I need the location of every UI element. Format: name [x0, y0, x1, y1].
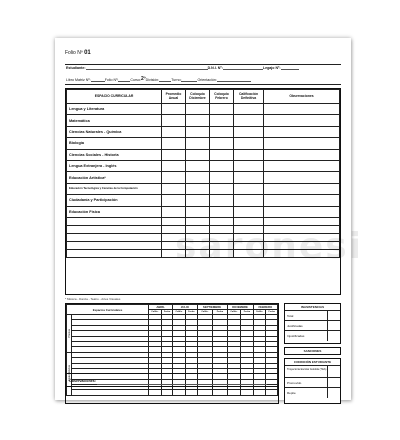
- header-coloquio-dic: Coloquio Diciembre: [186, 90, 210, 104]
- extra-grade-cell[interactable]: [213, 390, 227, 395]
- grade-cell[interactable]: [186, 195, 210, 206]
- extra-header: Espacios Curriculares: [67, 305, 149, 315]
- grade-cell[interactable]: [210, 206, 234, 217]
- fecha-header: Fecha: [266, 310, 278, 315]
- grade-cell[interactable]: [162, 206, 186, 217]
- grades-row: [67, 104, 340, 115]
- grade-cell[interactable]: [210, 217, 234, 225]
- libro-label: Libro Matriz Nº:: [66, 78, 91, 82]
- condicion-promovido-row: [285, 378, 340, 388]
- inasistencias-justificadas-field[interactable]: [327, 321, 340, 330]
- header-espacio: ESPACIO CURRICULAR: [67, 90, 162, 104]
- folio: [65, 50, 91, 56]
- estudiante-label: Estudiante:: [66, 66, 86, 70]
- turno-field[interactable]: [181, 78, 197, 82]
- header-observaciones: Observaciones: [264, 90, 340, 104]
- grade-cell[interactable]: [264, 183, 340, 194]
- grades-row: [67, 160, 340, 171]
- grade-cell[interactable]: [234, 115, 264, 126]
- grade-cell[interactable]: [234, 104, 264, 115]
- grade-cell[interactable]: [67, 249, 162, 257]
- extra-grade-cell[interactable]: [197, 390, 213, 395]
- grades-row: [67, 115, 340, 126]
- condicion-title: CONDICIÓN ESTUDIANTE: [285, 359, 340, 366]
- folio-number: 01: [84, 50, 91, 56]
- extra-grade-cell[interactable]: [173, 390, 186, 395]
- curso-label: Curso:: [130, 78, 141, 82]
- subject-name: Educación Artística*: [67, 172, 162, 183]
- grade-cell[interactable]: [264, 104, 340, 115]
- curso-value: 2º: [140, 76, 146, 82]
- grade-cell[interactable]: [210, 160, 234, 171]
- condicion-repite-row: [285, 388, 340, 398]
- sanciones-box: [284, 347, 341, 355]
- calific-header: Calific.: [197, 310, 213, 315]
- grades-row: [67, 149, 340, 160]
- inasistencias-title: INASISTENCIAS: [285, 304, 340, 311]
- subject-name: Matemática: [67, 115, 162, 126]
- grade-cell[interactable]: [162, 138, 186, 149]
- student-row: [66, 66, 340, 70]
- grades-row: [67, 172, 340, 183]
- extra-subject-cell[interactable]: [72, 390, 149, 395]
- equivalencias-label: Equivalencias: [67, 365, 71, 382]
- grade-cell[interactable]: [234, 206, 264, 217]
- observaciones-box: [65, 373, 279, 387]
- subject-name: Lengua Extranjera - Inglés: [67, 160, 162, 171]
- grades-row: [67, 183, 340, 194]
- observaciones-label: Observaciones:: [69, 379, 96, 383]
- grade-cell[interactable]: [210, 195, 234, 206]
- grade-cell[interactable]: [264, 195, 340, 206]
- libro-field[interactable]: [91, 78, 105, 82]
- folio-field-label: Folio Nº:: [104, 78, 119, 82]
- month-septiembre: SEPTIEMBRE: [197, 305, 227, 310]
- observaciones-field[interactable]: [97, 378, 267, 385]
- legajo-label: Legajo Nº:: [262, 66, 281, 70]
- fecha-header: Fecha: [241, 310, 253, 315]
- previas-label: Previas: [67, 328, 71, 338]
- grade-cell[interactable]: [234, 126, 264, 137]
- grade-cell[interactable]: [162, 126, 186, 137]
- subject-name: Educación Física: [67, 206, 162, 217]
- condicion-tea-field[interactable]: [327, 366, 340, 377]
- extra-grade-cell[interactable]: [186, 390, 197, 395]
- grades-row: [67, 126, 340, 137]
- grade-cell[interactable]: [162, 172, 186, 183]
- grade-cell[interactable]: [186, 149, 210, 160]
- extra-grade-cell[interactable]: [149, 390, 162, 395]
- grade-cell[interactable]: [210, 183, 234, 194]
- grade-cell[interactable]: [264, 138, 340, 149]
- grade-cell[interactable]: [210, 104, 234, 115]
- fecha-header: Fecha: [186, 310, 197, 315]
- orientacion-field[interactable]: [217, 78, 251, 82]
- month-diciembre: DICIEMBRE: [227, 305, 253, 310]
- condicion-promovido-field[interactable]: [327, 378, 340, 387]
- grades-blank-row: [67, 217, 340, 225]
- grade-cell[interactable]: [264, 172, 340, 183]
- grade-cell[interactable]: [67, 225, 162, 233]
- grade-cell[interactable]: [186, 104, 210, 115]
- grade-cell[interactable]: [162, 149, 186, 160]
- orientacion-label: Orientación:: [197, 78, 217, 82]
- calific-header: Calific.: [253, 310, 266, 315]
- grade-cell[interactable]: [264, 160, 340, 171]
- grade-cell[interactable]: [186, 115, 210, 126]
- condicion-repite-label: Repite: [287, 391, 296, 395]
- grade-cell[interactable]: [210, 172, 234, 183]
- footnote: * Música - Danza - Teatro - Artes Visuales: [65, 297, 121, 301]
- condicion-tea-label: Trayectoria Escolar Asistida (TEA): [287, 368, 327, 371]
- subject-name: Lengua y Literatura: [67, 104, 162, 115]
- grade-cell[interactable]: [162, 115, 186, 126]
- month-julio: JULIO: [173, 305, 197, 310]
- extra-row: [67, 390, 278, 395]
- month-abril: ABRIL: [149, 305, 173, 310]
- sanciones-title: SANCIONES: [303, 349, 322, 353]
- grade-cell[interactable]: [67, 233, 162, 241]
- extra-table: [65, 303, 279, 404]
- grade-cell[interactable]: [264, 126, 340, 137]
- extra-grade-cell[interactable]: [241, 390, 253, 395]
- folio-label: Folio Nº: [65, 50, 83, 56]
- subject-name: Ciencias Naturales - Química: [67, 126, 162, 137]
- inasistencias-box: [284, 303, 341, 344]
- grade-cell[interactable]: [186, 172, 210, 183]
- watermark: saronesi: [175, 226, 364, 267]
- grades-row: [67, 195, 340, 206]
- inasistencias-justificadas-row: [285, 321, 340, 331]
- grade-cell[interactable]: [186, 138, 210, 149]
- estudiante-field[interactable]: [86, 66, 208, 70]
- header-coloquio-feb: Coloquio Febrero: [210, 90, 234, 104]
- grade-cell[interactable]: [234, 149, 264, 160]
- grade-cell[interactable]: [67, 217, 162, 225]
- grades-row: [67, 138, 340, 149]
- inasistencias-injustificadas-field[interactable]: [327, 331, 340, 341]
- grade-cell[interactable]: [264, 149, 340, 160]
- subject-name: Ciencias Sociales - Historia: [67, 149, 162, 160]
- grade-cell[interactable]: [234, 217, 264, 225]
- grade-cell[interactable]: [264, 206, 340, 217]
- calific-header: Calific.: [149, 310, 162, 315]
- report-card-sheet: [55, 38, 364, 400]
- grade-cell[interactable]: [186, 126, 210, 137]
- inasistencias-injustificadas-label: Injustificadas: [287, 334, 305, 338]
- calific-header: Calific.: [227, 310, 241, 315]
- inasistencias-justificadas-label: Justificadas: [287, 324, 303, 328]
- condicion-repite-field[interactable]: [327, 388, 340, 398]
- grade-cell[interactable]: [186, 206, 210, 217]
- subject-name: Biología: [67, 138, 162, 149]
- grade-cell[interactable]: [264, 115, 340, 126]
- inasistencias-total-label: Total: [287, 314, 294, 318]
- grade-cell[interactable]: [234, 195, 264, 206]
- condicion-box: [284, 358, 341, 404]
- grade-cell[interactable]: [234, 160, 264, 171]
- fecha-header: Fecha: [161, 310, 172, 315]
- dni-label: D.N.I. Nº:: [207, 66, 223, 70]
- grade-cell[interactable]: [162, 195, 186, 206]
- calific-header: Calific.: [173, 310, 186, 315]
- enrollment-row: [66, 76, 340, 82]
- grade-cell[interactable]: [162, 104, 186, 115]
- grade-cell[interactable]: [234, 183, 264, 194]
- grade-cell[interactable]: [162, 217, 186, 225]
- grade-cell[interactable]: [186, 217, 210, 225]
- division-field[interactable]: [159, 78, 171, 82]
- header-bottom-rule: [65, 84, 341, 85]
- inasistencias-total-row: [285, 311, 340, 321]
- grade-cell[interactable]: [234, 172, 264, 183]
- header-top-rule: [65, 64, 341, 65]
- grades-row: [67, 206, 340, 217]
- subject-name: Educación Tecnológica y Ciencias de la Computación: [67, 183, 162, 194]
- extra-grade-cell[interactable]: [266, 390, 278, 395]
- division-label: División:: [145, 78, 160, 82]
- grades-header-row: [67, 90, 340, 104]
- grade-cell[interactable]: [186, 160, 210, 171]
- condicion-promovido-label: Promovido: [287, 381, 302, 385]
- folio-field[interactable]: [118, 78, 130, 82]
- subject-name: Ciudadanía y Participación: [67, 195, 162, 206]
- dni-field[interactable]: [223, 66, 263, 70]
- inasistencias-total-field[interactable]: [327, 311, 340, 320]
- grade-cell[interactable]: [186, 183, 210, 194]
- grade-cell[interactable]: [234, 138, 264, 149]
- grade-cell[interactable]: [264, 217, 340, 225]
- header-promedio: Promedio Anual: [162, 90, 186, 104]
- turno-label: Turno:: [171, 78, 182, 82]
- grade-cell[interactable]: [210, 115, 234, 126]
- inasistencias-injustificadas-row: [285, 331, 340, 341]
- grade-cell[interactable]: [162, 160, 186, 171]
- extra-grade-cell[interactable]: [253, 390, 266, 395]
- grade-cell[interactable]: [162, 183, 186, 194]
- month-febrero: FEBRERO: [253, 305, 277, 310]
- grade-cell[interactable]: [210, 126, 234, 137]
- fecha-header: Fecha: [213, 310, 227, 315]
- extra-grade-cell[interactable]: [227, 390, 241, 395]
- header-calificacion: Calificación Definitiva: [234, 90, 264, 104]
- grade-cell[interactable]: [210, 138, 234, 149]
- condicion-tea-row: [285, 366, 340, 378]
- grade-cell[interactable]: [210, 149, 234, 160]
- grade-cell[interactable]: [67, 241, 162, 249]
- legajo-field[interactable]: [281, 66, 299, 70]
- extra-grade-cell[interactable]: [161, 390, 172, 395]
